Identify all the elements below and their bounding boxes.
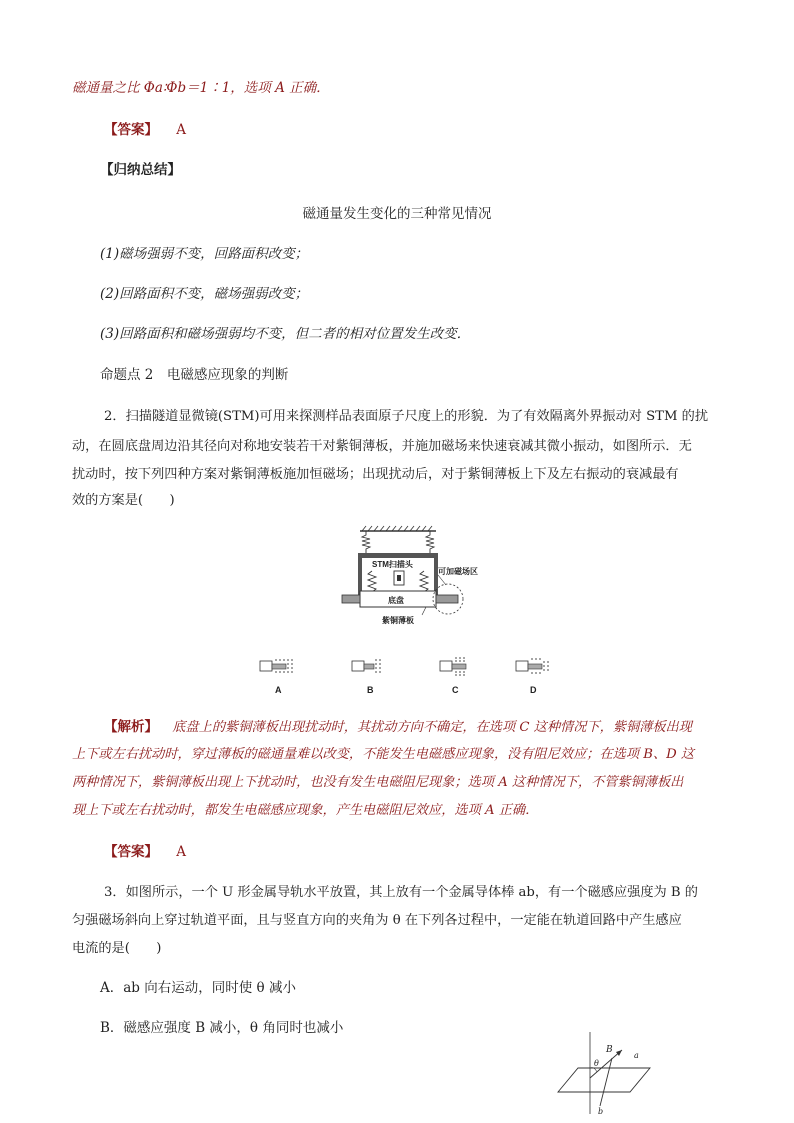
option-a-label: A bbox=[275, 685, 282, 695]
answer-value: A bbox=[176, 844, 187, 860]
q3-option-a: A．ab 向右运动，同时使 θ 减小 bbox=[100, 980, 296, 996]
option-c-figure bbox=[440, 657, 466, 676]
q3-line-2: 匀强磁场斜向上穿过轨道平面，且与竖直方向的夹角为 θ 在下列各过程中，一定能在轨道回路中产生感应 bbox=[72, 913, 682, 928]
q2-line-4: 效的方案是( ) bbox=[72, 493, 175, 508]
options-figure bbox=[258, 657, 558, 687]
previous-conclusion: 磁通量之比 Φa∶Φb＝1∶1，选项 A 正确． bbox=[72, 80, 330, 96]
field-region-label: 可加磁场区 bbox=[438, 567, 478, 576]
analysis-line-4: 现上下或左右扰动时，都发生电磁感应现象，产生电磁阻尼效应，选项 A 正确． bbox=[72, 803, 539, 818]
plate-label: 紫铜薄板 bbox=[382, 616, 414, 625]
option-d-label: D bbox=[530, 685, 537, 695]
summary-item-3: (3)回路面积和磁场强弱均不变，但二者的相对位置发生改变． bbox=[100, 326, 471, 342]
option-b-label: B bbox=[367, 685, 374, 695]
analysis-line-2: 上下或左右扰动时，穿过薄板的磁通量难以改变，不能发生电磁感应现象，没有阻尼效应；在选项 B、D 这 bbox=[72, 747, 695, 762]
q2-line-3: 扰动时，按下列四种方案对紫铜薄板施加恒磁场；出现扰动后，对于紫铜薄板上下及左右振动的衰减最有 bbox=[72, 467, 679, 482]
b-field-label: B bbox=[606, 1045, 613, 1055]
summary-item-1: (1)磁场强弱不变，回路面积改变； bbox=[100, 246, 309, 262]
summary-item-2: (2)回路面积不变，磁场强弱改变； bbox=[100, 286, 309, 302]
topic2-title: 命题点 2 电磁感应现象的判断 bbox=[100, 367, 289, 383]
q3-option-b: B．磁感应强度 B 减小，θ 角同时也减小 bbox=[100, 1020, 344, 1036]
answer-label: 【答案】 bbox=[104, 844, 158, 860]
analysis-line-3: 两种情况下，紫铜薄板出现上下扰动时，也没有发生电磁阻尼现象；选项 A 这种情况下，不管紫铜薄板出 bbox=[72, 775, 684, 790]
q3-line-3: 电流的是( ) bbox=[72, 941, 162, 956]
q2-line-1: 2．扫描隧道显微镜(STM)可用来探测样品表面原子尺度上的形貌．为了有效隔离外界振动对 STM 的扰 bbox=[104, 409, 709, 424]
analysis-label: 【解析】 bbox=[104, 719, 158, 735]
q3-line-1: 3．如图所示，一个 U 形金属导轨水平放置，其上放有一个金属导体棒 ab，有一个磁感应强度为 B 的 bbox=[104, 885, 698, 900]
summary-title: 磁通量发生变化的三种常见情况 bbox=[302, 206, 492, 222]
a-label: a bbox=[634, 1051, 639, 1060]
stm-figure bbox=[336, 525, 466, 630]
analysis-line-1: 【解析】 底盘上的紫铜薄板出现扰动时，其扰动方向不确定，在选项 C 这种情况下，紫铜薄板出现 bbox=[104, 719, 692, 735]
option-a-figure bbox=[260, 659, 293, 673]
answer-label: 【答案】 bbox=[104, 122, 158, 138]
base-label: 底盘 bbox=[388, 596, 404, 605]
summary-heading: 【归纳总结】 bbox=[100, 162, 181, 178]
stm-label: STM扫描头 bbox=[372, 560, 413, 569]
option-c-label: C bbox=[452, 685, 459, 695]
answer-2 bbox=[104, 843, 186, 861]
theta-label: θ bbox=[594, 1059, 599, 1068]
b-end-label: b bbox=[598, 1107, 604, 1116]
q2-line-2: 动，在圆底盘周边沿其径向对称地安装若干对紫铜薄板，并施加磁场来快速衰减其微小振动，如图所示．无 bbox=[72, 439, 692, 454]
answer-1 bbox=[104, 121, 186, 139]
option-d-figure bbox=[516, 658, 549, 674]
answer-value: A bbox=[176, 122, 187, 138]
rail-figure bbox=[550, 1028, 660, 1118]
option-b-figure bbox=[352, 659, 381, 673]
